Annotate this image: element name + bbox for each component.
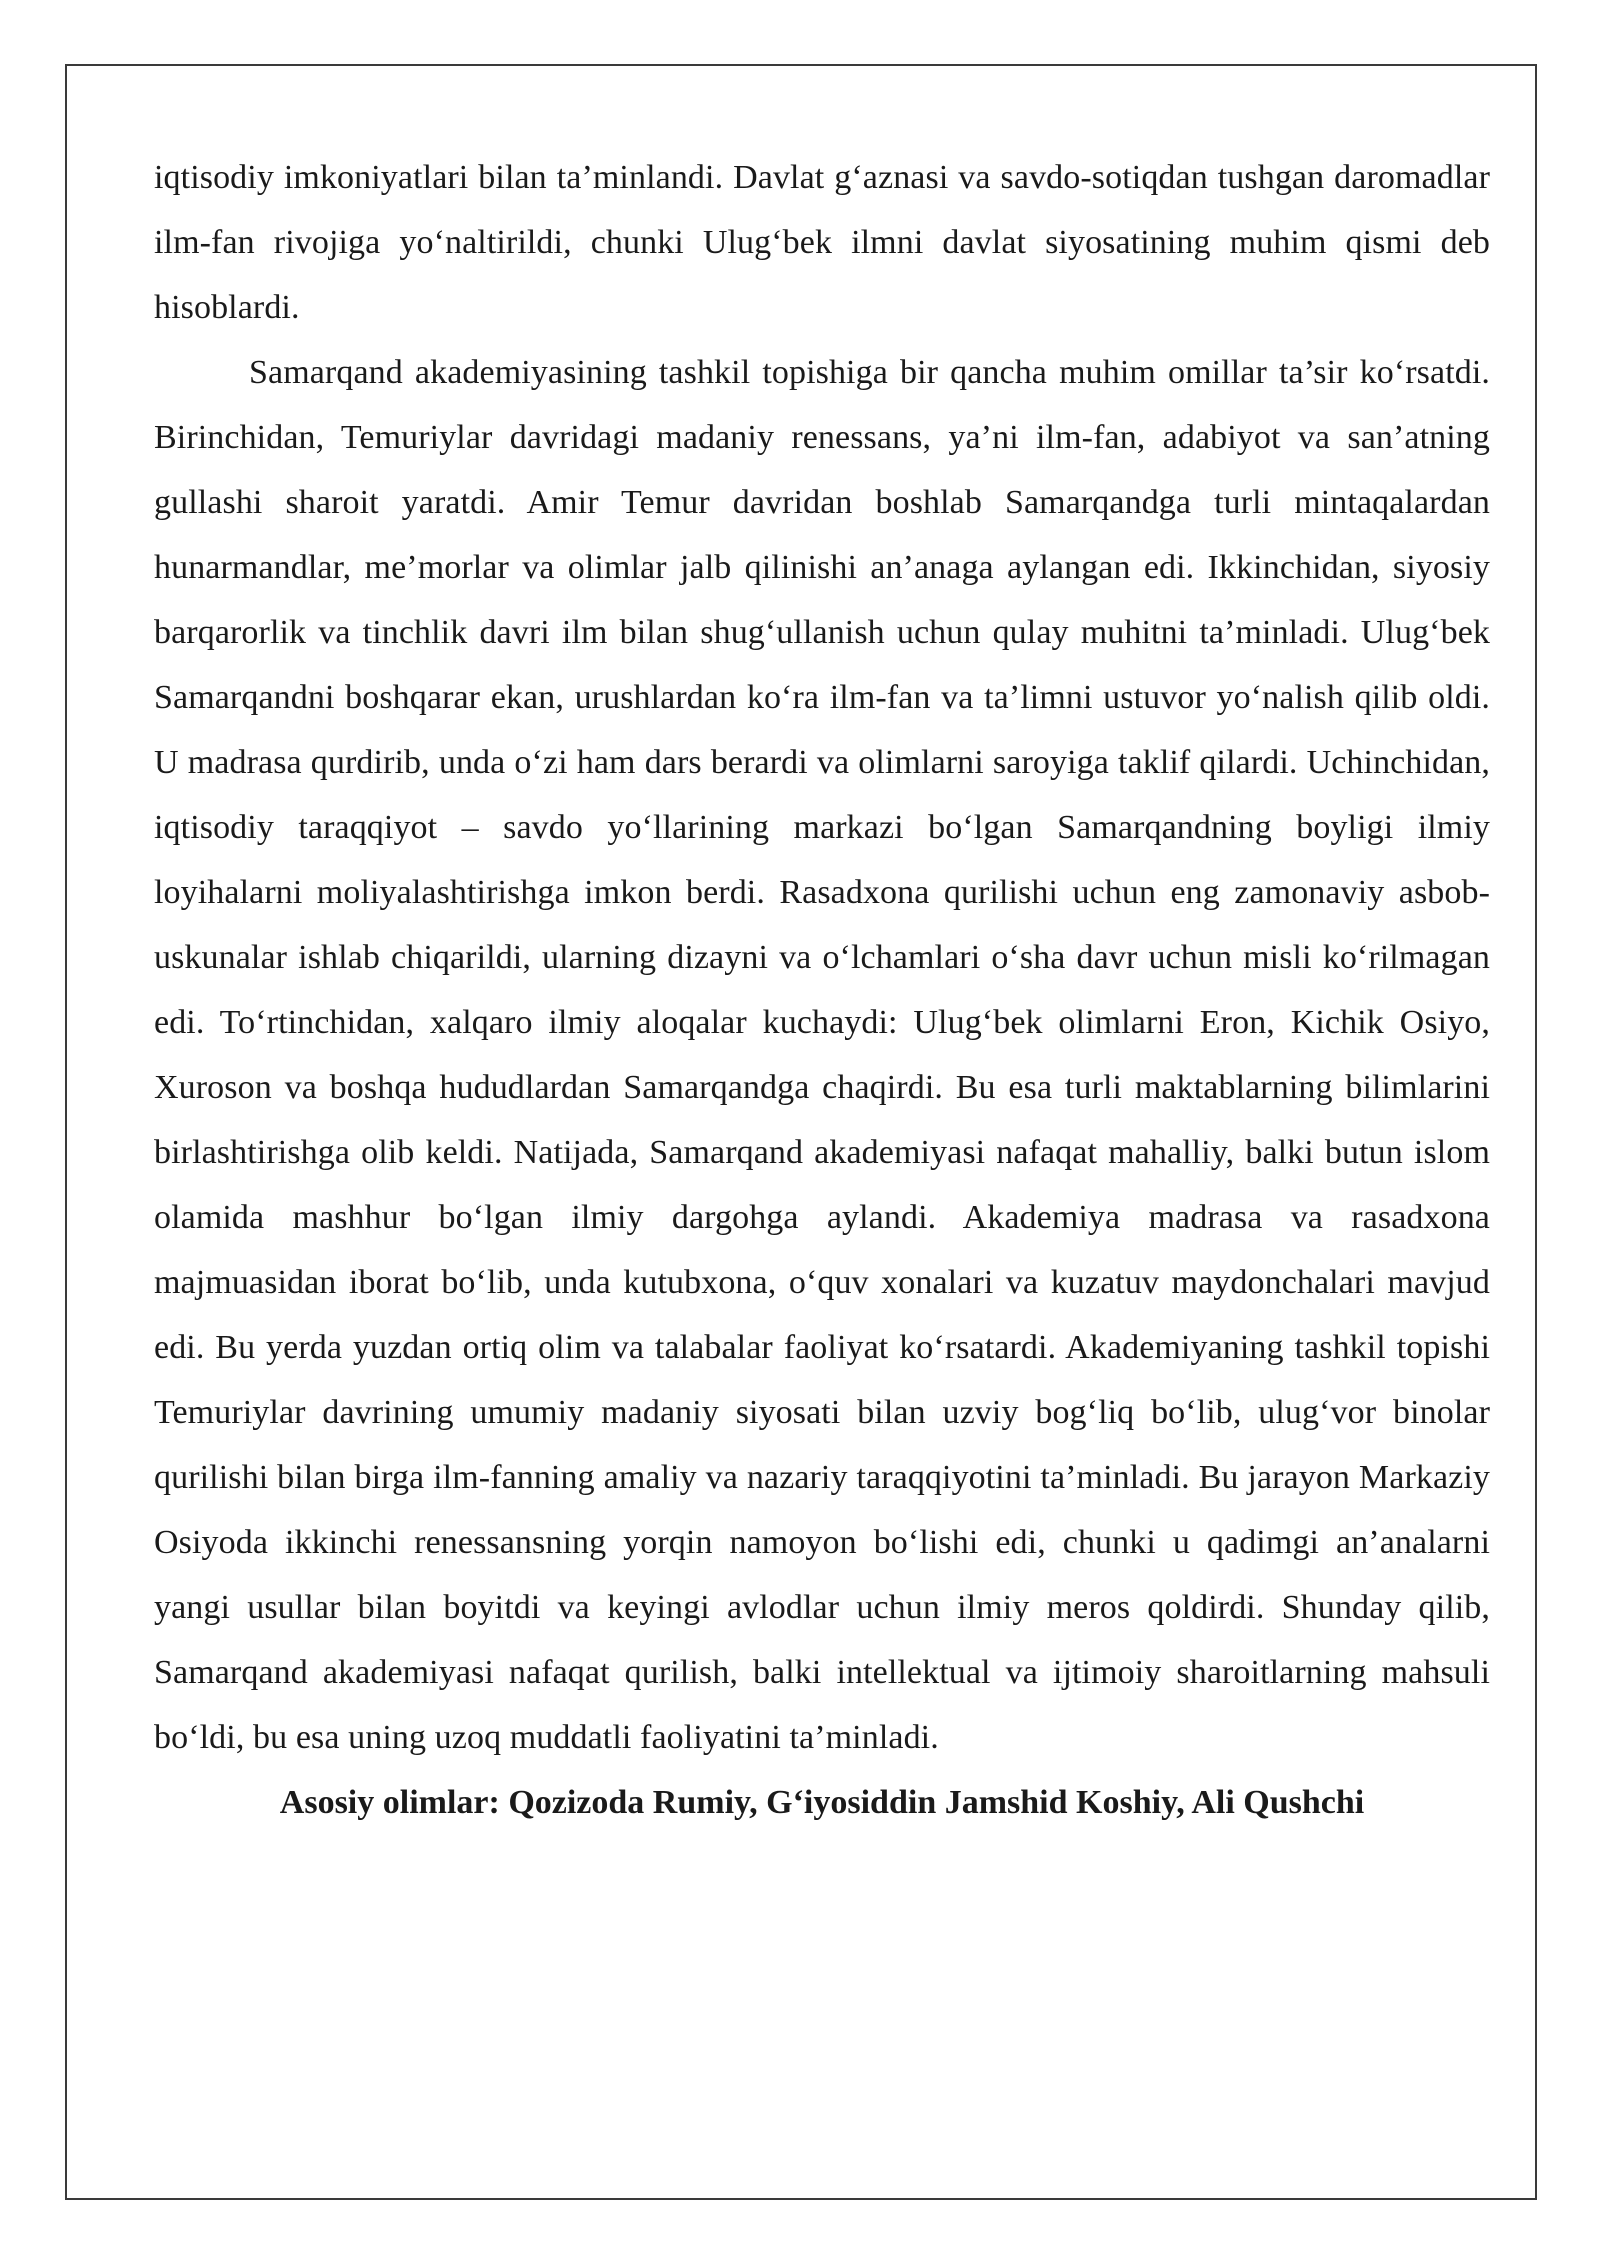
scholars-heading: Asosiy olimlar: Qozizoda Rumiy, G‘iyosiddin Jamshid Koshiy, Ali Qushchi [279,1784,1365,1821]
document-body [154,145,1490,1835]
paragraph-main: Samarqand akademiyasining tashkil topishiga bir qancha muhim omillar ta’sir ko‘rsatdi. Birinchidan, Temuriylar davridagi madaniy renessans, ya’ni ilm-fan, adabiyot va san’atning gullashi sharoit yaratdi. Amir Temur davridan boshlab Samarqandga turli mintaqalardan hunarmandlar, me’morlar va olimlar jalb qilinishi an’anaga aylangan edi. Ikkinchidan, siyosiy barqarorlik va tinchlik davri ilm bilan shug‘ullanish uchun qulay muhitni ta’minladi. Ulug‘bek Samarqandni boshqarar ekan, urushlardan ko‘ra ilm-fan va ta’limni ustuvor yo‘nalish qilib oldi. U madrasa qurdirib, unda o‘zi ham dars berardi va olimlarni saroyiga taklif qilardi. Uchinchidan, iqtisodiy taraqqiyot – savdo yo‘llarining markazi bo‘lgan Samarqandning boyligi ilmiy loyihalarni moliyalashtirishga imkon berdi. Rasadxona qurilishi uchun eng zamonaviy asbob-uskunalar ishlab chiqarildi, ularning dizayni va o‘lchamlari o‘sha davr uchun misli ko‘rilmagan edi. To‘rtinchidan, xalqaro ilmiy aloqalar kuchaydi: Ulug‘bek olimlarni Eron, Kichik Osiyo, Xuroson va boshqa hududlardan Samarqandga chaqirdi. Bu esa turli maktablarning bilimlarini birlashtirishga olib keldi. Natijada, Samarqand akademiyasi nafaqat mahalliy, balki butun islom olamida mashhur bo‘lgan ilmiy dargohga aylandi. Akademiya madrasa va rasadxona majmuasidan iborat bo‘lib, unda kutubxona, o‘quv xonalari va kuzatuv maydonchalari mavjud edi. Bu yerda yuzdan ortiq olim va talabalar faoliyat ko‘rsatardi. Akademiyaning tashkil topishi Temuriylar davrining umumiy madaniy siyosati bilan uzviy bog‘liq bo‘lib, ulug‘vor binolar qurilishi bilan birga ilm-fanning amaliy va nazariy taraqqiyotini ta’minladi. Bu jarayon Markaziy Osiyoda ikkinchi renessansning yorqin namoyon bo‘lishi edi, chunki u qadimgi an’analarni yangi usullar bilan boyitdi va keyingi avlodlar uchun ilmiy meros qoldirdi. Shunday qilib, Samarqand akademiyasi nafaqat qurilish, balki intellektual va ijtimoiy sharoitlarning mahsuli bo‘ldi, bu esa uning uzoq muddatli faoliyatini ta’minladi. [154,354,1490,1756]
paragraph-continuation: iqtisodiy imkoniyatlari bilan ta’minlandi. Davlat g‘aznasi va savdo-sotiqdan tushgan daromadlar ilm-fan rivojiga yo‘naltirildi, chunki Ulug‘bek ilmni davlat siyosatining muhim qismi deb hisoblardi. [154,159,1490,326]
